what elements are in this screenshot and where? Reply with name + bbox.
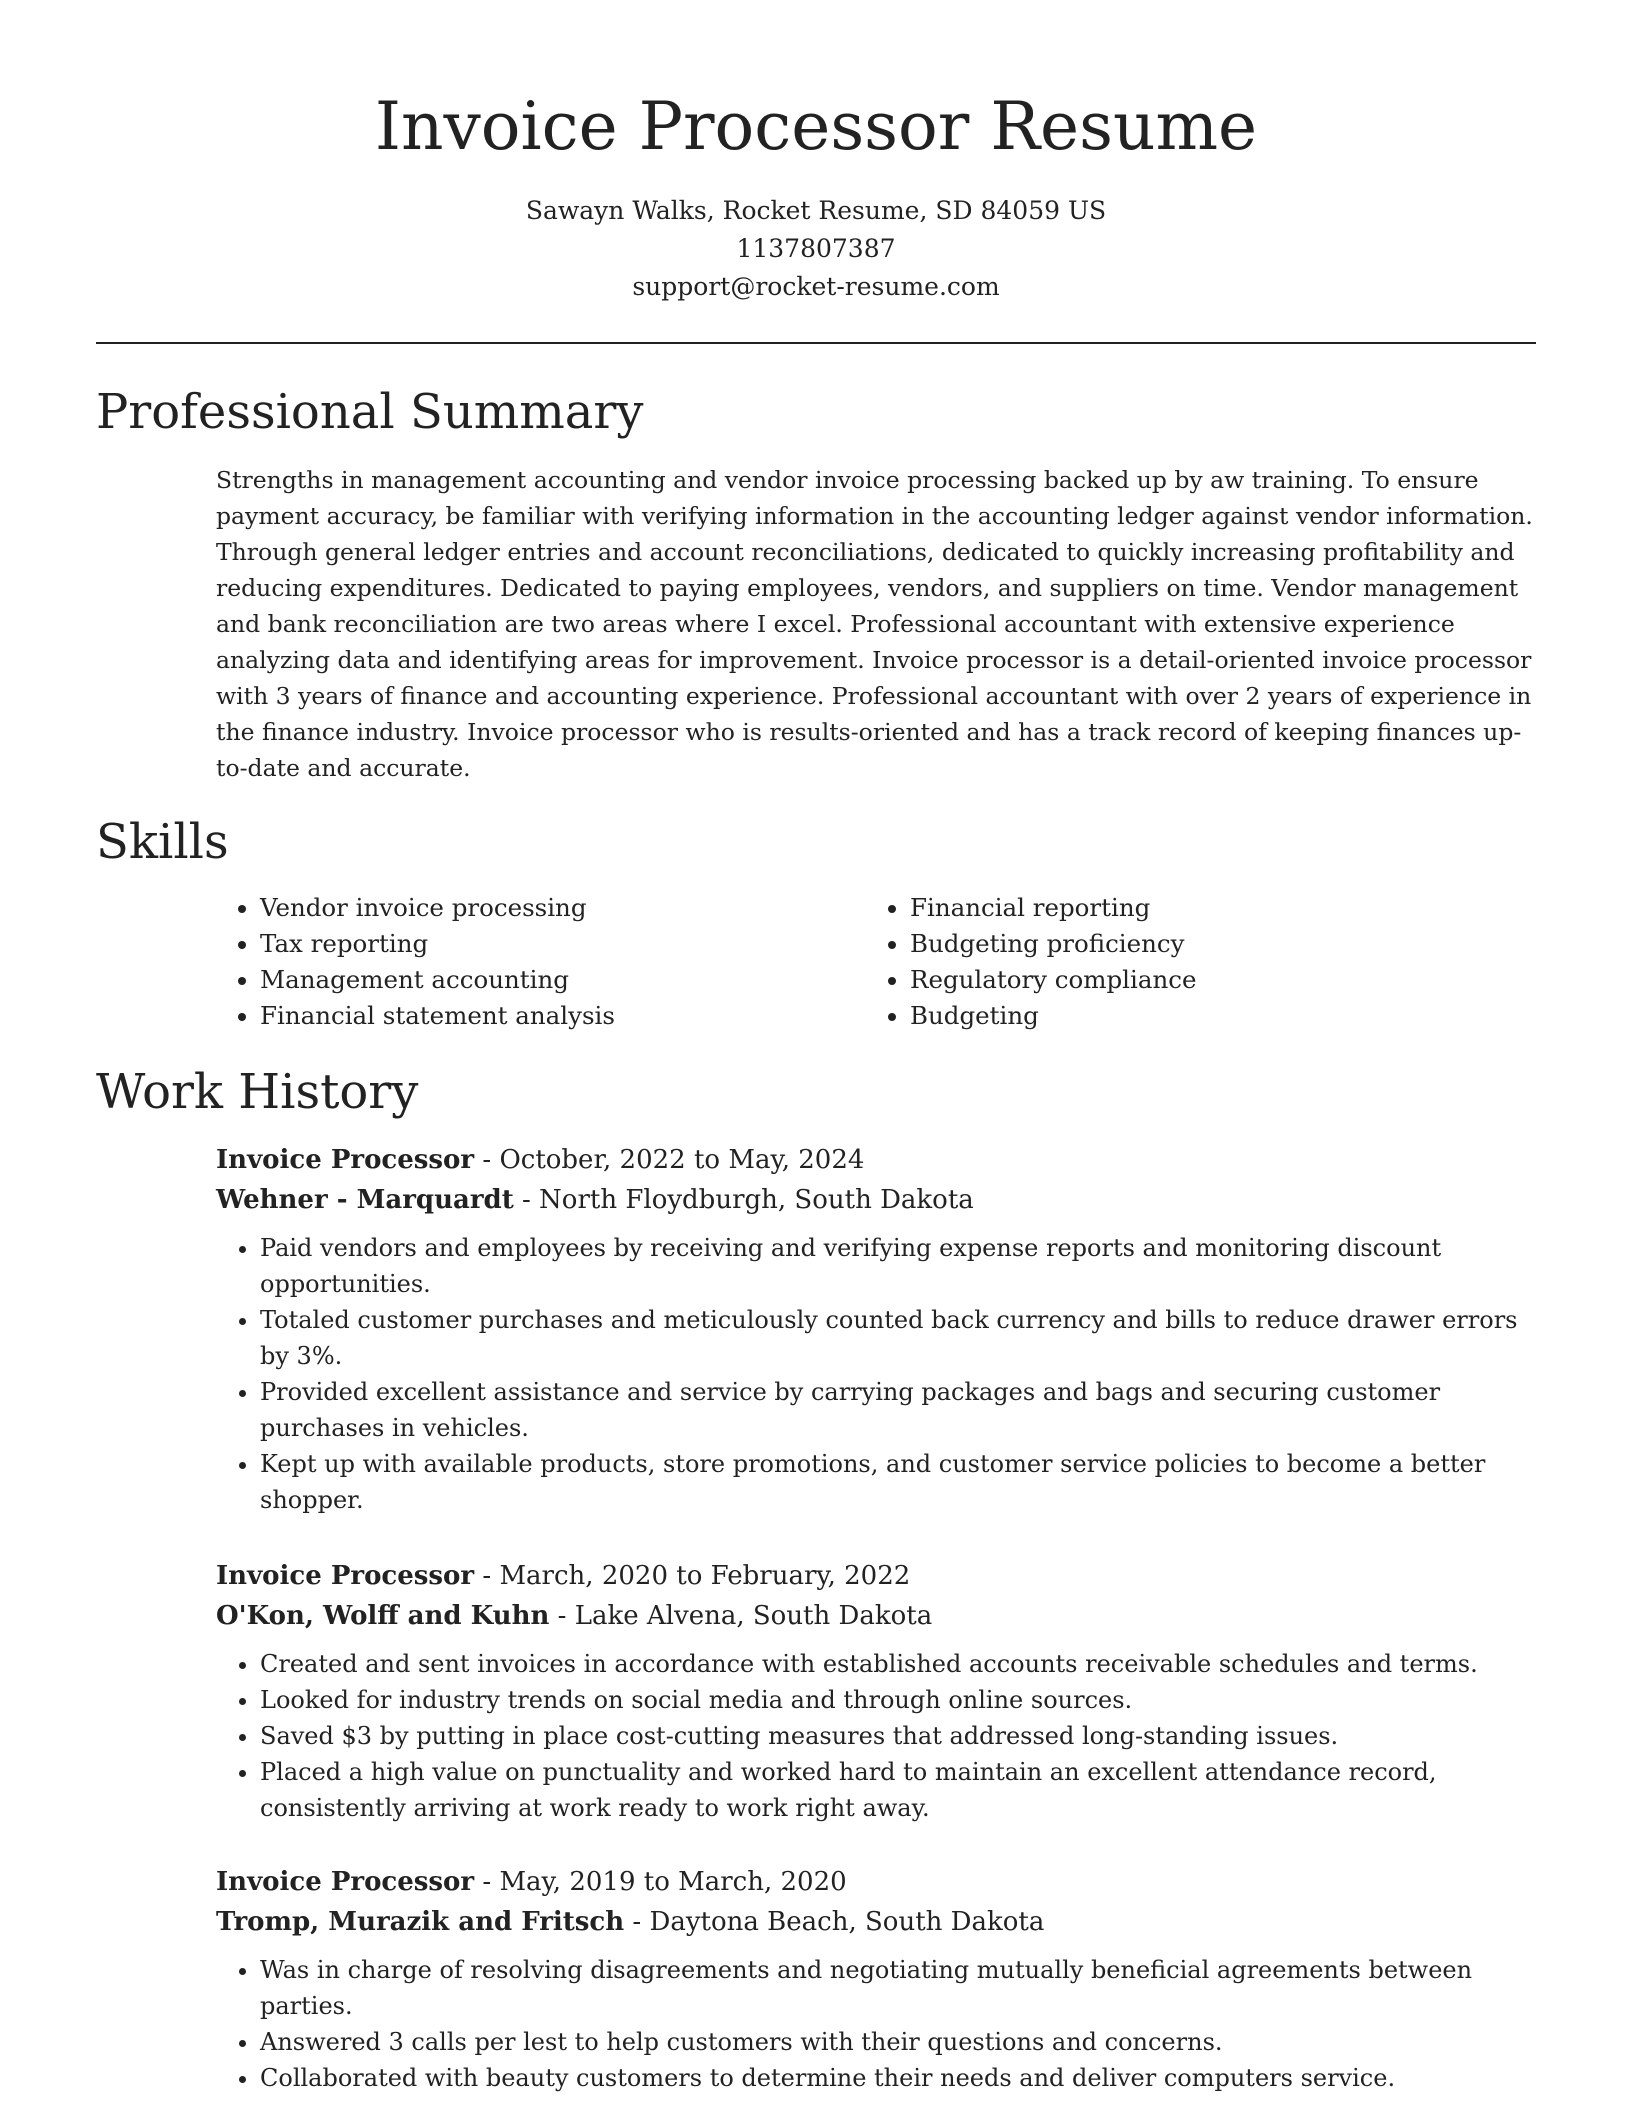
- resume-title: Invoice Processor Resume: [374, 88, 1258, 165]
- skill-item: • Financial statement analysis: [260, 998, 866, 1034]
- skill-item: • Budgeting: [910, 998, 1516, 1034]
- section-heading-summary: Professional Summary: [96, 384, 644, 440]
- skill-item: • Tax reporting: [260, 926, 866, 962]
- skill-item: • Vendor invoice processing: [260, 890, 866, 926]
- skills-column-right: [866, 890, 1516, 1034]
- job-title-line: [216, 1556, 1536, 1596]
- job-location: Lake Alvena, South Dakota: [574, 1601, 933, 1631]
- summary-text: Strengths in management accounting and vendor invoice processing backed up by aw training. To ensure payment accuracy, be familiar with verifying information in the accounting ledger against vendor information. Through general ledger entries and account reconciliations, dedicated to quickly increasing profitability and reducing expenditures. Dedicated to paying employees, vendors, and suppliers on time. Vendor management and bank reconciliation are two areas where I excel. Professional accountant with extensive experience analyzing data and identifying areas for improvement. Invoice processor is a detail-oriented invoice processor with 3 years of finance and accounting experience. Professional accountant with over 2 years of experience in the finance industry. Invoice processor who is results-oriented and has a track record of keeping finances up-to-date and accurate.: [216, 466, 1533, 782]
- job-dates: October, 2022 to May, 2024: [499, 1145, 865, 1175]
- contact-address: Sawayn Walks, Rocket Resume, SD 84059 US: [525, 196, 1107, 225]
- job-title-line: [216, 1140, 1536, 1180]
- skills-list: [216, 890, 1536, 1034]
- job-bullet: • Saved $3 by putting in place cost-cutting measures that addressed long-standing issues.: [260, 1718, 1536, 1754]
- section-heading-work-history: Work History: [96, 1064, 419, 1120]
- job-entry: [216, 1140, 1536, 1518]
- separator: -: [513, 1185, 540, 1215]
- job-company: Tromp, Murazik and Fritsch: [216, 1907, 625, 1937]
- job-bullets: [216, 1952, 1536, 2096]
- separator: -: [474, 1145, 500, 1175]
- job-bullet: • Kept up with available products, store promotions, and customer service policies to become a better shopper.: [260, 1446, 1536, 1518]
- job-title-line: [216, 1862, 1536, 1902]
- job-bullet: • Was in charge of resolving disagreements and negotiating mutually beneficial agreements between parties.: [260, 1952, 1536, 2024]
- contact-email: support@rocket-resume.com: [632, 272, 1000, 301]
- job-title: Invoice Processor: [216, 1867, 475, 1897]
- skill-item: • Management accounting: [260, 962, 866, 998]
- skill-item: • Budgeting proficiency: [910, 926, 1516, 962]
- job-company: O'Kon, Wolff and Kuhn: [216, 1601, 550, 1631]
- job-bullets: [216, 1646, 1536, 1826]
- job-bullet: • Totaled customer purchases and meticulously counted back currency and bills to reduce drawer errors by 3%.: [260, 1302, 1536, 1374]
- job-bullets: [216, 1230, 1536, 1518]
- job-company: Wehner - Marquardt: [216, 1185, 514, 1215]
- skill-item: • Regulatory compliance: [910, 962, 1516, 998]
- job-bullet: • Looked for industry trends on social media and through online sources.: [260, 1682, 1536, 1718]
- skill-item: • Financial reporting: [910, 890, 1516, 926]
- job-title: Invoice Processor: [216, 1145, 475, 1175]
- job-bullet: • Placed a high value on punctuality and worked hard to maintain an excellent attendance record, consistently arriving at work ready to work right away.: [260, 1754, 1536, 1826]
- separator: -: [549, 1601, 575, 1631]
- separator: -: [624, 1907, 650, 1937]
- job-dates: March, 2020 to February, 2022: [499, 1561, 911, 1591]
- job-entry: [216, 1862, 1536, 2096]
- job-dates: May, 2019 to March, 2020: [499, 1867, 847, 1897]
- job-company-line: [216, 1902, 1536, 1942]
- skills-column-left: [216, 890, 866, 1034]
- contact-phone: 1137807387: [736, 234, 896, 263]
- contact-block: [0, 192, 1632, 306]
- separator: -: [474, 1867, 500, 1897]
- job-bullet: • Provided excellent assistance and service by carrying packages and bags and securing customer purchases in vehicles.: [260, 1374, 1536, 1446]
- job-location: Daytona Beach, South Dakota: [649, 1907, 1045, 1937]
- job-entry: [216, 1556, 1536, 1826]
- job-bullet: • Answered 3 calls per lest to help customers with their questions and concerns.: [260, 2024, 1536, 2060]
- separator: -: [474, 1561, 500, 1591]
- job-company-line: [216, 1596, 1536, 1636]
- job-bullet: • Created and sent invoices in accordance with established accounts receivable schedules and terms.: [260, 1646, 1536, 1682]
- job-bullet: • Paid vendors and employees by receiving and verifying expense reports and monitoring discount opportunities.: [260, 1230, 1536, 1302]
- job-location: North Floydburgh, South Dakota: [539, 1185, 974, 1215]
- header-divider: [96, 342, 1536, 344]
- job-title: Invoice Processor: [216, 1561, 475, 1591]
- section-heading-skills: Skills: [96, 814, 229, 870]
- job-company-line: [216, 1180, 1536, 1220]
- job-bullet: • Collaborated with beauty customers to determine their needs and deliver computers service.: [260, 2060, 1536, 2096]
